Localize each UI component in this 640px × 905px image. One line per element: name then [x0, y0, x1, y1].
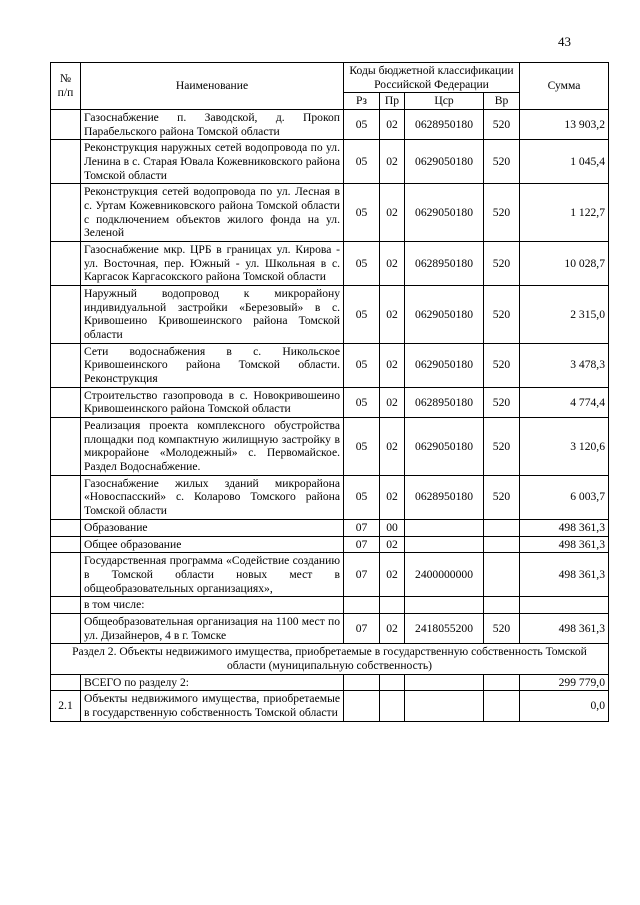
- section-2-title: Раздел 2. Объекты недвижимого имущества, приобретаемые в государственную собственность Томской области (муниципальную собственность): [51, 644, 609, 674]
- row-csr: 0628950180: [405, 242, 484, 286]
- row-sum: 1 122,7: [520, 184, 609, 242]
- row-name: Реконструкция наружных сетей водопровода по ул. Ленина в с. Старая Ювала Кожевниковского района Томской области: [81, 140, 344, 184]
- row-vr: 520: [484, 242, 520, 286]
- row-name: Сети водоснабжения в с. Никольское Кривошеинского района Томской области. Реконструкция: [81, 343, 344, 387]
- row-rz: 07: [344, 613, 380, 643]
- row-name: ВСЕГО по разделу 2:: [81, 674, 344, 691]
- program-row: [51, 553, 609, 597]
- row-csr: 2400000000: [405, 553, 484, 597]
- table-row: [51, 475, 609, 519]
- row-pr: 02: [380, 387, 405, 417]
- row-csr: [405, 674, 484, 691]
- row-name: Газоснабжение жилых зданий микрорайона «Новоспасский» с. Коларово Томского района Томской области: [81, 475, 344, 519]
- row-sum: 3 120,6: [520, 418, 609, 476]
- row-csr: 0629050180: [405, 418, 484, 476]
- row-pr: [380, 674, 405, 691]
- row-rz: 05: [344, 418, 380, 476]
- row-name: Общее образование: [81, 536, 344, 553]
- row-pr: 02: [380, 613, 405, 643]
- school-row: [51, 613, 609, 643]
- row-vr: [484, 597, 520, 614]
- row-name: Реализация проекта комплексного обустройства площадки под компактную жилищную застройку в микрорайоне «Молодежный» с. Первомайское. Раздел Водоснабжение.: [81, 418, 344, 476]
- row-name: Образование: [81, 519, 344, 536]
- section-2-row: [51, 644, 609, 674]
- header-row: [51, 63, 609, 93]
- header-num: № п/п: [51, 63, 81, 110]
- row-sum: 299 779,0: [520, 674, 609, 691]
- row-rz: 05: [344, 286, 380, 344]
- table-row: [51, 343, 609, 387]
- row-csr: 0629050180: [405, 140, 484, 184]
- row-name: Объекты недвижимого имущества, приобретаемые в государственную собственность Томской области: [81, 691, 344, 721]
- row-name: Государственная программа «Содействие созданию в Томской области новых мест в общеобразовательных организациях»,: [81, 553, 344, 597]
- row-sum: 10 028,7: [520, 242, 609, 286]
- row-num: [51, 613, 81, 643]
- row-rz: 05: [344, 110, 380, 140]
- row-vr: 520: [484, 110, 520, 140]
- row-vr: [484, 536, 520, 553]
- header-vr: Вр: [484, 93, 520, 110]
- header-rz: Рз: [344, 93, 380, 110]
- table-row: [51, 418, 609, 476]
- row-vr: [484, 674, 520, 691]
- row-vr: 520: [484, 140, 520, 184]
- row-name: Строительство газопровода в с. Новокривошеино Кривошеинского района Томской области: [81, 387, 344, 417]
- row-pr: [380, 691, 405, 721]
- row-rz: [344, 691, 380, 721]
- row-name: Газоснабжение п. Заводской, д. Прокоп Парабельского района Томской области: [81, 110, 344, 140]
- row-vr: [484, 519, 520, 536]
- row-num: [51, 475, 81, 519]
- row-sum: 4 774,4: [520, 387, 609, 417]
- row-sum: 498 361,3: [520, 613, 609, 643]
- row-pr: 02: [380, 110, 405, 140]
- row-num: [51, 597, 81, 614]
- total-section-2-row: [51, 674, 609, 691]
- including-row: [51, 597, 609, 614]
- row-num: [51, 536, 81, 553]
- row-name: Наружный водопровод к микрорайону индивидуальной застройки «Березовый» в с. Кривошеино Кривошеинского района Томской области: [81, 286, 344, 344]
- row-name: в том числе:: [81, 597, 344, 614]
- row-rz: 07: [344, 536, 380, 553]
- header-name: Наименование: [81, 63, 344, 110]
- row-sum: 6 003,7: [520, 475, 609, 519]
- table-row: [51, 184, 609, 242]
- row-sum: 498 361,3: [520, 536, 609, 553]
- table-row: [51, 387, 609, 417]
- row-pr: 02: [380, 343, 405, 387]
- row-csr: 0629050180: [405, 343, 484, 387]
- table-row: [51, 110, 609, 140]
- general-education-row: [51, 536, 609, 553]
- table-row: [51, 140, 609, 184]
- row-pr: 02: [380, 553, 405, 597]
- row-sum: 498 361,3: [520, 553, 609, 597]
- row-sum: 0,0: [520, 691, 609, 721]
- row-vr: 520: [484, 184, 520, 242]
- row-rz: [344, 597, 380, 614]
- row-rz: 05: [344, 475, 380, 519]
- page-number: 43: [558, 34, 571, 49]
- row-name: Общеобразовательная организация на 1100 мест по ул. Дизайнеров, 4 в г. Томске: [81, 613, 344, 643]
- row-pr: 02: [380, 242, 405, 286]
- row-rz: 05: [344, 140, 380, 184]
- table-row: [51, 242, 609, 286]
- row-rz: [344, 674, 380, 691]
- row-csr: [405, 536, 484, 553]
- row-rz: 07: [344, 519, 380, 536]
- row-num: 2.1: [51, 691, 81, 721]
- row-pr: 02: [380, 140, 405, 184]
- row-num: [51, 184, 81, 242]
- row-num: [51, 553, 81, 597]
- budget-table: [50, 62, 609, 722]
- row-rz: 07: [344, 553, 380, 597]
- row-vr: 520: [484, 343, 520, 387]
- row-vr: 520: [484, 286, 520, 344]
- education-row: [51, 519, 609, 536]
- row-vr: 520: [484, 475, 520, 519]
- row-vr: 520: [484, 387, 520, 417]
- header-csr: Цср: [405, 93, 484, 110]
- row-sum: 2 315,0: [520, 286, 609, 344]
- row-csr: [405, 597, 484, 614]
- row-num: [51, 140, 81, 184]
- row-num: [51, 110, 81, 140]
- row-vr: 520: [484, 418, 520, 476]
- row-csr: 0628950180: [405, 110, 484, 140]
- row-pr: 02: [380, 536, 405, 553]
- row-sum: 13 903,2: [520, 110, 609, 140]
- row-num: [51, 519, 81, 536]
- row-vr: [484, 691, 520, 721]
- row-pr: 00: [380, 519, 405, 536]
- row-csr: 0629050180: [405, 184, 484, 242]
- row-name: Газоснабжение мкр. ЦРБ в границах ул. Кирова - ул. Восточная, пер. Южный - ул. Школьная в с. Каргасок Каргасокского района Томской области: [81, 242, 344, 286]
- row-sum: 1 045,4: [520, 140, 609, 184]
- row-name: Реконструкция сетей водопровода по ул. Лесная в с. Уртам Кожевниковского района Томской области с подключением объектов жилого фонда на ул. Зеленой: [81, 184, 344, 242]
- row-csr: 0629050180: [405, 286, 484, 344]
- header-pr: Пр: [380, 93, 405, 110]
- row-pr: 02: [380, 286, 405, 344]
- row-num: [51, 418, 81, 476]
- table-row: [51, 286, 609, 344]
- row-pr: 02: [380, 418, 405, 476]
- row-num: [51, 286, 81, 344]
- row-sum: 498 361,3: [520, 519, 609, 536]
- row-csr: 0628950180: [405, 387, 484, 417]
- row-csr: [405, 519, 484, 536]
- row-num: [51, 674, 81, 691]
- row-sum: [520, 597, 609, 614]
- row-pr: [380, 597, 405, 614]
- row-vr: 520: [484, 613, 520, 643]
- row-rz: 05: [344, 242, 380, 286]
- row-csr: [405, 691, 484, 721]
- row-num: [51, 343, 81, 387]
- row-pr: 02: [380, 184, 405, 242]
- row-csr: 0628950180: [405, 475, 484, 519]
- row-num: [51, 242, 81, 286]
- item-2-1-row: [51, 691, 609, 721]
- row-pr: 02: [380, 475, 405, 519]
- header-sum: Сумма: [520, 63, 609, 110]
- row-vr: [484, 553, 520, 597]
- row-rz: 05: [344, 387, 380, 417]
- row-csr: 2418055200: [405, 613, 484, 643]
- row-num: [51, 387, 81, 417]
- row-rz: 05: [344, 343, 380, 387]
- header-codes: Коды бюджетной классификации Российской Федерации: [344, 63, 520, 93]
- row-sum: 3 478,3: [520, 343, 609, 387]
- row-rz: 05: [344, 184, 380, 242]
